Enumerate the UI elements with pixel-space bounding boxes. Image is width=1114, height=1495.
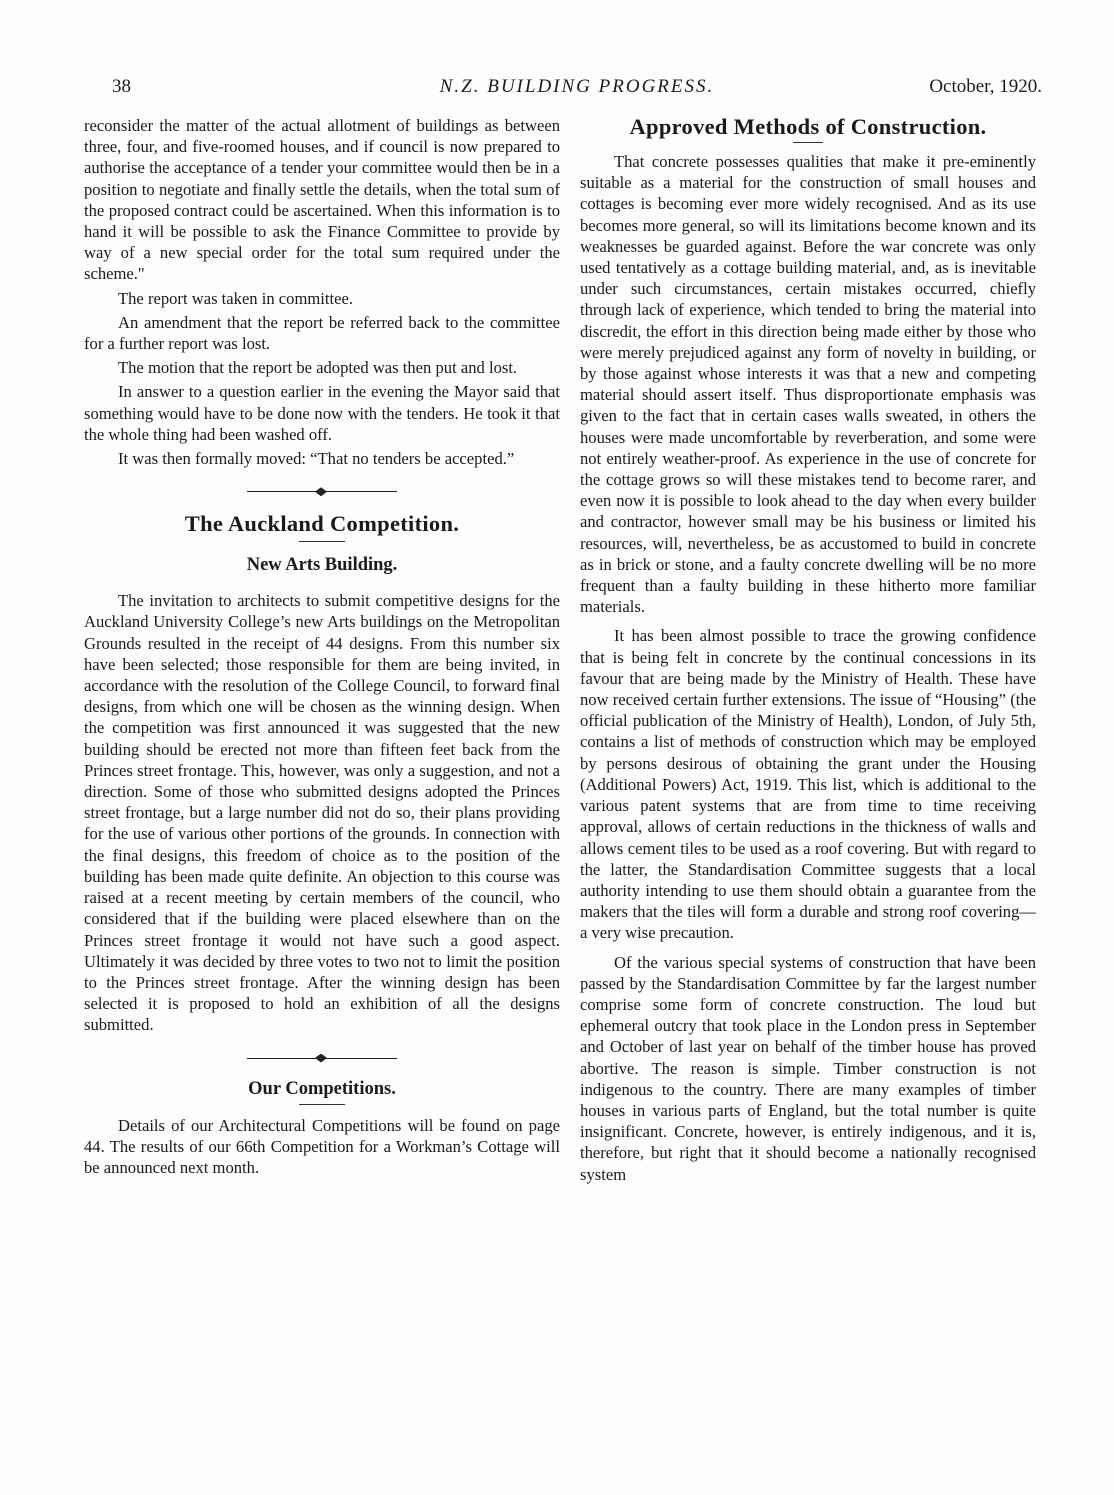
left-column bbox=[84, 115, 560, 1178]
title-rule bbox=[299, 541, 345, 542]
right-column bbox=[580, 112, 1036, 1185]
section-divider bbox=[247, 485, 397, 499]
auckland-competition-title: The Auckland Competition. bbox=[184, 511, 460, 537]
paragraph: It was then formally moved: “That no tenders be accepted.” bbox=[118, 449, 515, 469]
diamond-ornament-icon bbox=[315, 487, 327, 496]
title-rule bbox=[299, 1104, 345, 1105]
paragraph: An amendment that the report be referred back to the committee for a further report was lost. bbox=[84, 312, 560, 354]
paragraph: The motion that the report be adopted was then put and lost. bbox=[118, 358, 518, 378]
paragraph: It has been almost possible to trace the growing confidence that is being felt in concrete by the continual concessions in its favour that are being made by the Ministry of Health. These have now received certain further extensions. The issue of “Housing” (the official publication of the Ministry of Health), London, of July 5th, contains a list of methods of construction which may be employed by persons desirous of obtaining the grant under the Housing (Additional Powers) Act, 1919. This list, which is additional to the various patent systems that are from time to time receiving approval, allows of certain reductions in the thickness of walls and allows cement tiles to be used as a roof covering. But with regard to the latter, the Standardisation Committee suggests that a local authority intending to use them should obtain a guarantee from the makers that the tiles will form a durable and strong roof covering—a very wise precaution. bbox=[580, 626, 1036, 943]
page-header bbox=[112, 72, 1042, 108]
paragraph: In answer to a question earlier in the evening the Mayor said that something would have to be done now with the tenders. He took it that the whole thing had been washed off. bbox=[84, 382, 560, 444]
paragraph: The report was taken in committee. bbox=[118, 288, 353, 308]
paragraph: Of the various special systems of construction that have been passed by the Standardisation Committee by far the largest number comprise some form of concrete construction. The loud but ephemeral outcry that took place in the London press in September and October of last year on behalf of the timber house has proved abortive. The reason is simple. Timber construction is not indigenous to the country. There are many examples of timber houses in various parts of England, but the total number is quite insignificant. Concrete, however, is entirely indigenous, and it is, therefore, but right that it should become a nationally recognised system bbox=[580, 952, 1036, 1184]
issue-date: October, 1920. bbox=[929, 76, 1042, 97]
paragraph: That concrete possesses qualities that make it pre-eminently suitable as a material for the construction of small houses and cottages is becoming ever more widely recognised. And as its use becomes more general, so will its limitations become known and its weaknesses be guarded against. Before the war concrete was only used tentatively as a cottage building material, and, as is inevitable under such circumstances, certain mistakes occurred, chiefly through lack of experience, which tended to bring the material into discredit, the effort in this direction being made either by those who were merely prejudiced against any form of novelty in building, or by those against whose interests it was that a new and competing material should assert itself. Thus disproportionate emphasis was given to the fact that in certain cases walls sweated, in others the houses were made uncomfortable by reverberation, and some were not entirely weather-proof. As experience in the use of concrete for the cottage grows so will these mistakes tend to become rarer, and even now it is possible to look ahead to the day when every builder and contractor, however small may be his business or limited his resources, will, nevertheless, be as accustomed to build in concrete as in brick or stone, and a faulty concrete dwelling will be no more frequent than a faulty building in these hitherto more familiar materials. bbox=[580, 152, 1036, 617]
paragraph: Details of our Architectural Competitions will be found on page 44. The results of our 66th Competition for a Workman’s Cottage will be announced next month. bbox=[84, 1115, 560, 1177]
paragraph: The invitation to architects to submit competitive designs for the Auckland University College’s new Arts buildings on the Metropolitan Grounds resulted in the receipt of 44 designs. From this number six have been selected; those responsible for them are being invited, in accordance with the resolution of the College Council, to forward final designs, from which one will be chosen as the winning design. When the competition was first announced it was suggested that the new building should be erected not more than fifteen feet back from the Princes street frontage. This, however, was only a suggestion, and not a direction. Some of those who submitted designs adopted the Princes street frontage, but a large number did not do so, their plans providing for the use of various other portions of the grounds. In connection with the final designs, this freedom of choice as to the position of the building has been made quite definite. An objection to this course was raised at a recent meeting by certain members of the council, who considered that if the building were placed elsewhere than on the Princes street frontage it would not have such a good aspect. Ultimately it was decided by three votes to two not to limit the position to the Princes street frontage. After the winning design has been selected it is proposed to hold an exhibition of all the designs submitted. bbox=[84, 591, 560, 1035]
approved-methods-title: Approved Methods of Construction. bbox=[629, 114, 987, 139]
page-number: 38 bbox=[112, 76, 131, 97]
title-rule bbox=[793, 142, 823, 143]
diamond-ornament-icon bbox=[315, 1054, 327, 1063]
continued-paragraph: reconsider the matter of the actual allotment of buildings as between three, four, and five-roomed houses, and if council is now prepared to authorise the acceptance of a tender your committee would then be in a position to negotiate and finally settle the details, when the total sum of the proposed contract could be ascertained. When this information is to hand it will be possible to ask the Finance Committee to provide by way of a new special order for the total sum required under the scheme." bbox=[84, 116, 560, 284]
section-divider bbox=[247, 1052, 397, 1066]
our-competitions-title: Our Competitions. bbox=[248, 1078, 396, 1099]
new-arts-building-subtitle: New Arts Building. bbox=[246, 555, 398, 576]
publication-title: N.Z. BUILDING PROGRESS. bbox=[439, 76, 715, 97]
